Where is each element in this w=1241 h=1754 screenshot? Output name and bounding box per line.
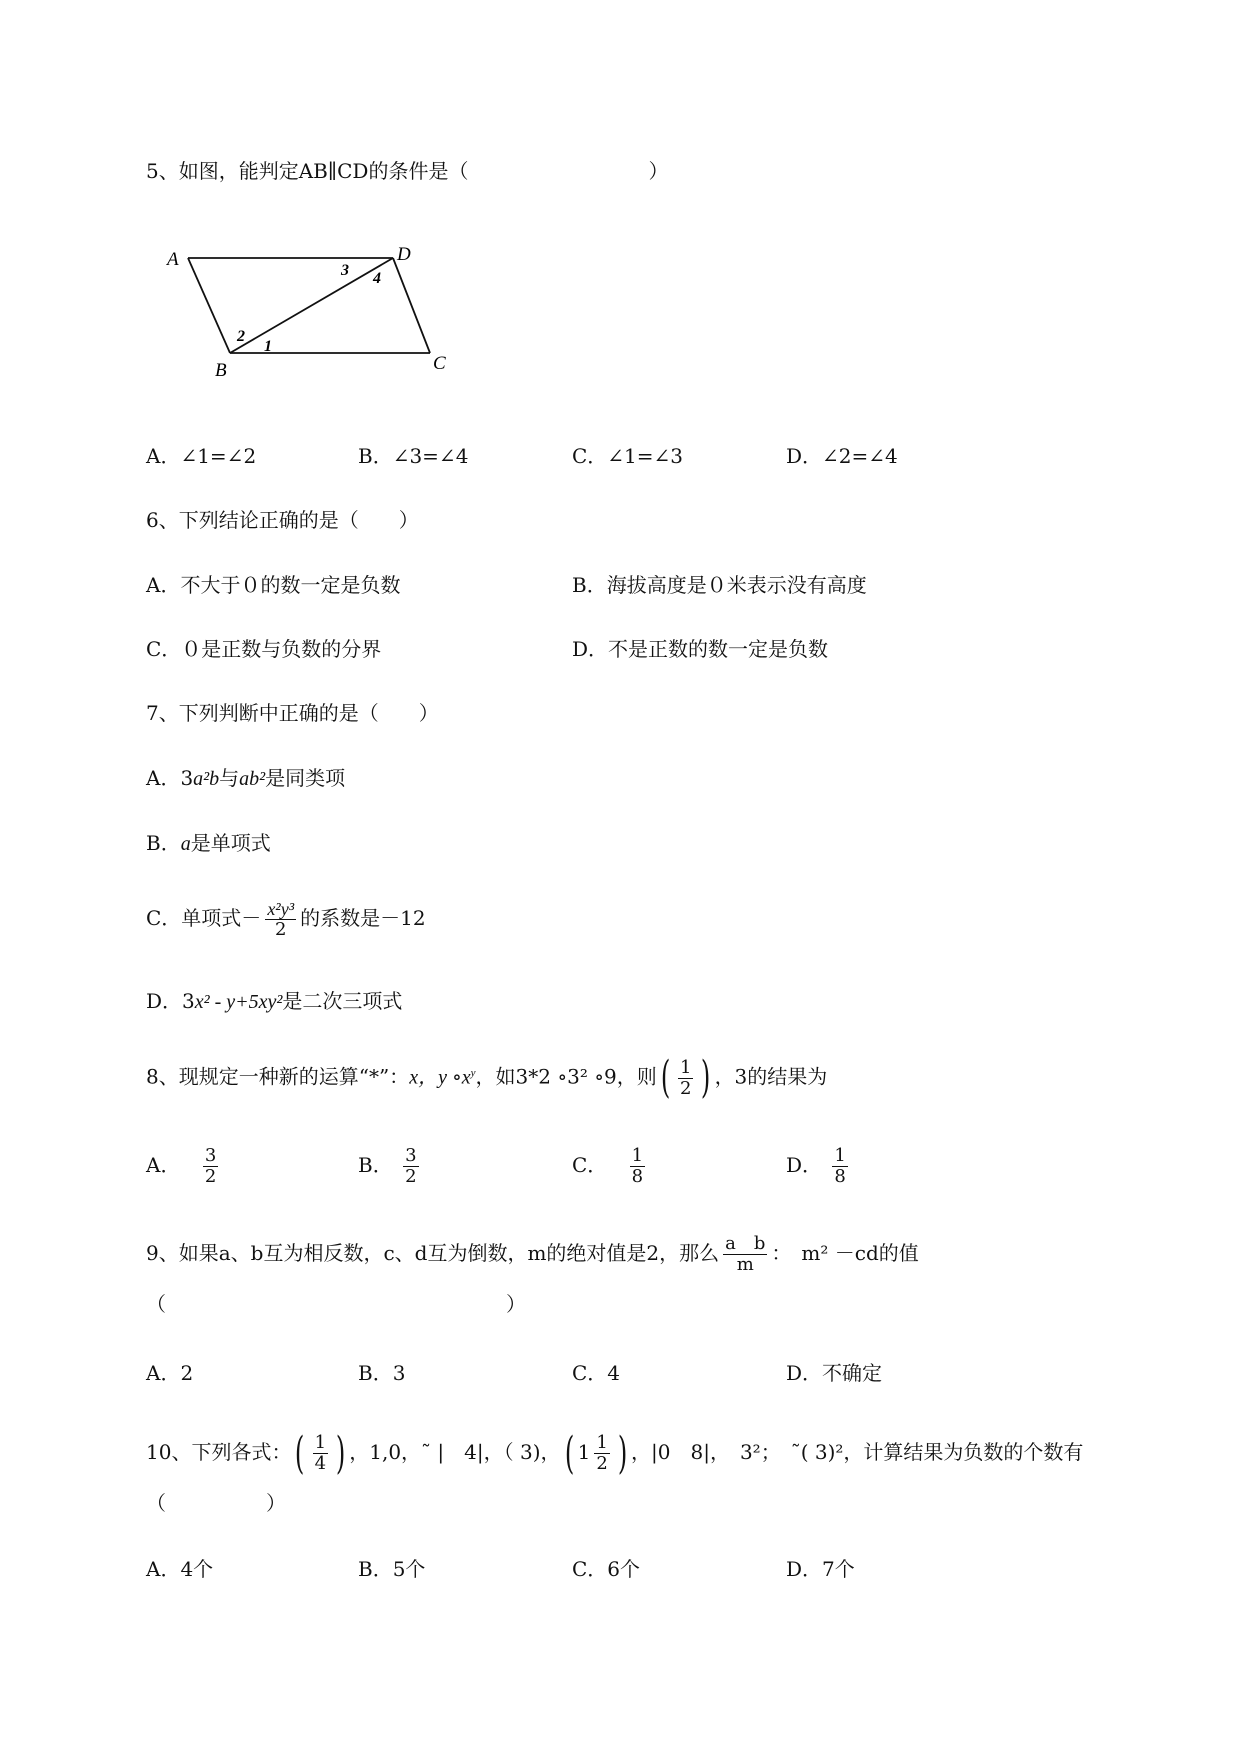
q5-label-A: A — [167, 249, 179, 270]
q7-option-b — [146, 830, 271, 857]
q7-option-d — [146, 988, 402, 1015]
q6-option-a: A．不大于０的数一定是负数 — [146, 573, 401, 597]
q10-option-d: D．7个 — [786, 1557, 855, 1581]
q10-f2-paren-left: ( — [564, 1427, 574, 1479]
q10-stem-prefix: 10、下列各式： — [146, 1440, 292, 1464]
q5-label-D: D — [397, 244, 411, 265]
q8-option-d — [786, 1140, 852, 1190]
q10-f2-den: 2 — [596, 1453, 608, 1474]
q7-a-suffix: 是同类项 — [265, 766, 346, 790]
q8-c-num: 1 — [631, 1145, 644, 1166]
q9-option-b: B．3 — [358, 1361, 406, 1385]
q9-fraction — [723, 1234, 767, 1275]
q10-f2-whole: 1 — [577, 1440, 591, 1464]
q7-a-prefix: A．3 — [146, 766, 194, 790]
q8-frac-num: 1 — [679, 1056, 692, 1078]
q8-a-fraction — [203, 1146, 218, 1187]
q7-c-denominator: 2 — [274, 919, 287, 940]
q7-a-term2: ab² — [239, 768, 266, 790]
q10-mid-2: ，|0 8|， 3²； ˜( 3)²，计算结果为负数的个数有 — [631, 1440, 1084, 1464]
q10-f2-paren-right: ) — [617, 1427, 628, 1479]
q6-option-b: B．海拔高度是０米表示没有高度 — [572, 573, 867, 597]
q7-b-var: a — [180, 833, 191, 855]
q10-f1-paren-left: ( — [295, 1427, 305, 1479]
q5-angle-2: 2 — [237, 328, 245, 345]
q9-frac-den: m — [736, 1254, 754, 1275]
q7-c-suffix: 的系数是－12 — [300, 906, 426, 930]
q8-option-a — [146, 1140, 222, 1190]
q7-c-fraction — [265, 899, 296, 940]
q8-example: ，如3*2 ∘3² ∘9，则 — [475, 1064, 657, 1089]
q8-definition: x，y ∘x — [409, 1066, 471, 1089]
q8-b-num: 3 — [405, 1145, 417, 1166]
q5-angle-1: 1 — [264, 338, 272, 355]
q7-d-suffix: 是二次三项式 — [282, 989, 403, 1013]
q10-option-b: B．5个 — [358, 1557, 426, 1581]
q5-figure-parallelogram — [155, 235, 465, 380]
q6-option-c: C．０是正数与负数的分界 — [146, 637, 382, 661]
q8-after: ，3的结果为 — [714, 1064, 828, 1089]
q8-frac-den: 2 — [679, 1077, 692, 1099]
q9-option-c: C．4 — [572, 1361, 621, 1385]
q6-stem: 6、下列结论正确的是（ ） — [146, 508, 419, 532]
q5-option-a: A．∠1=∠2 — [146, 444, 257, 468]
q8-c-label: C． — [572, 1153, 608, 1177]
q10-f1-num: 1 — [314, 1432, 327, 1453]
q10-f1-paren-right: ) — [335, 1427, 346, 1479]
q5-option-c: C．∠1=∠3 — [572, 444, 684, 468]
q9-stem-prefix: 9、如果a、b互为相反数，c、d互为倒数，m的绝对值是2，那么 — [146, 1241, 720, 1265]
q8-paren-right: ) — [701, 1052, 711, 1104]
q8-b-den: 2 — [405, 1166, 417, 1187]
q8-stem-prefix: 8、现规定一种新的运算“*”： — [146, 1064, 410, 1089]
q5-option-b: B．∠3=∠4 — [358, 444, 469, 468]
q8-d-fraction — [832, 1146, 847, 1187]
q10-option-a: A．4个 — [146, 1557, 214, 1581]
q9-after: ： m² －cd的值 — [771, 1241, 919, 1265]
q8-d-label: D． — [786, 1153, 823, 1177]
q5-option-d: D．∠2=∠4 — [786, 444, 898, 468]
q8-a-num: 3 — [204, 1145, 217, 1166]
q10-fraction-2 — [594, 1433, 609, 1474]
q9-frac-num: a b — [725, 1233, 766, 1254]
q9-option-a: A．2 — [146, 1361, 194, 1385]
q10-f2-num: 1 — [596, 1432, 608, 1453]
q5-stem: 5、如图，能判定AB∥CD的条件是（ ） — [146, 159, 669, 183]
q6-option-d: D．不是正数的数一定是负数 — [572, 637, 829, 661]
q7-b-prefix: B． — [146, 831, 181, 855]
q7-option-c — [146, 890, 426, 946]
q5-label-C: C — [433, 353, 446, 374]
q5-label-B: B — [215, 360, 227, 380]
q7-c-prefix: C．单项式－ — [146, 906, 262, 930]
q10-mid-1: ，1,0，˜ | 4|，（ 3)， — [349, 1440, 561, 1464]
q10-option-c: C．6个 — [572, 1557, 641, 1581]
q7-c-numerator: x²y³ — [267, 899, 295, 919]
q8-b-label: B． — [358, 1153, 393, 1177]
q9-option-d: D．不确定 — [786, 1361, 883, 1385]
q10-f1-den: 4 — [314, 1453, 327, 1474]
q8-option-c — [572, 1140, 649, 1190]
q9-paren-line: （ ） — [146, 1292, 526, 1316]
q8-c-fraction — [630, 1146, 645, 1187]
q7-b-suffix: 是单项式 — [190, 831, 271, 855]
q7-a-term1: a²b — [193, 768, 220, 790]
q10-fraction-1 — [313, 1433, 328, 1474]
q8-paren-left: ( — [660, 1052, 671, 1104]
q8-a-label: A． — [146, 1153, 181, 1177]
q7-a-mid: 与 — [219, 766, 240, 790]
q8-d-num: 1 — [834, 1145, 846, 1166]
q8-fraction — [678, 1058, 693, 1099]
q10-paren-line: （ ） — [146, 1491, 286, 1515]
q7-d-expr: x² - y+5xy² — [194, 991, 283, 1013]
q7-d-prefix: D．3 — [146, 989, 195, 1013]
q8-d-den: 8 — [834, 1166, 846, 1187]
q8-c-den: 8 — [631, 1166, 644, 1187]
q9-stem — [146, 1228, 919, 1278]
q8-option-b — [358, 1140, 423, 1190]
q5-angle-3: 3 — [341, 262, 349, 279]
q7-option-a — [146, 765, 345, 792]
q10-stem — [146, 1422, 1083, 1482]
q8-a-den: 2 — [204, 1166, 217, 1187]
q8-stem — [146, 1048, 827, 1103]
q5-angle-4: 4 — [373, 270, 381, 287]
q8-b-fraction — [403, 1146, 418, 1187]
q8-definition-exp: y — [470, 1067, 476, 1079]
q7-stem: 7、下列判断中正确的是（ ） — [146, 701, 439, 725]
